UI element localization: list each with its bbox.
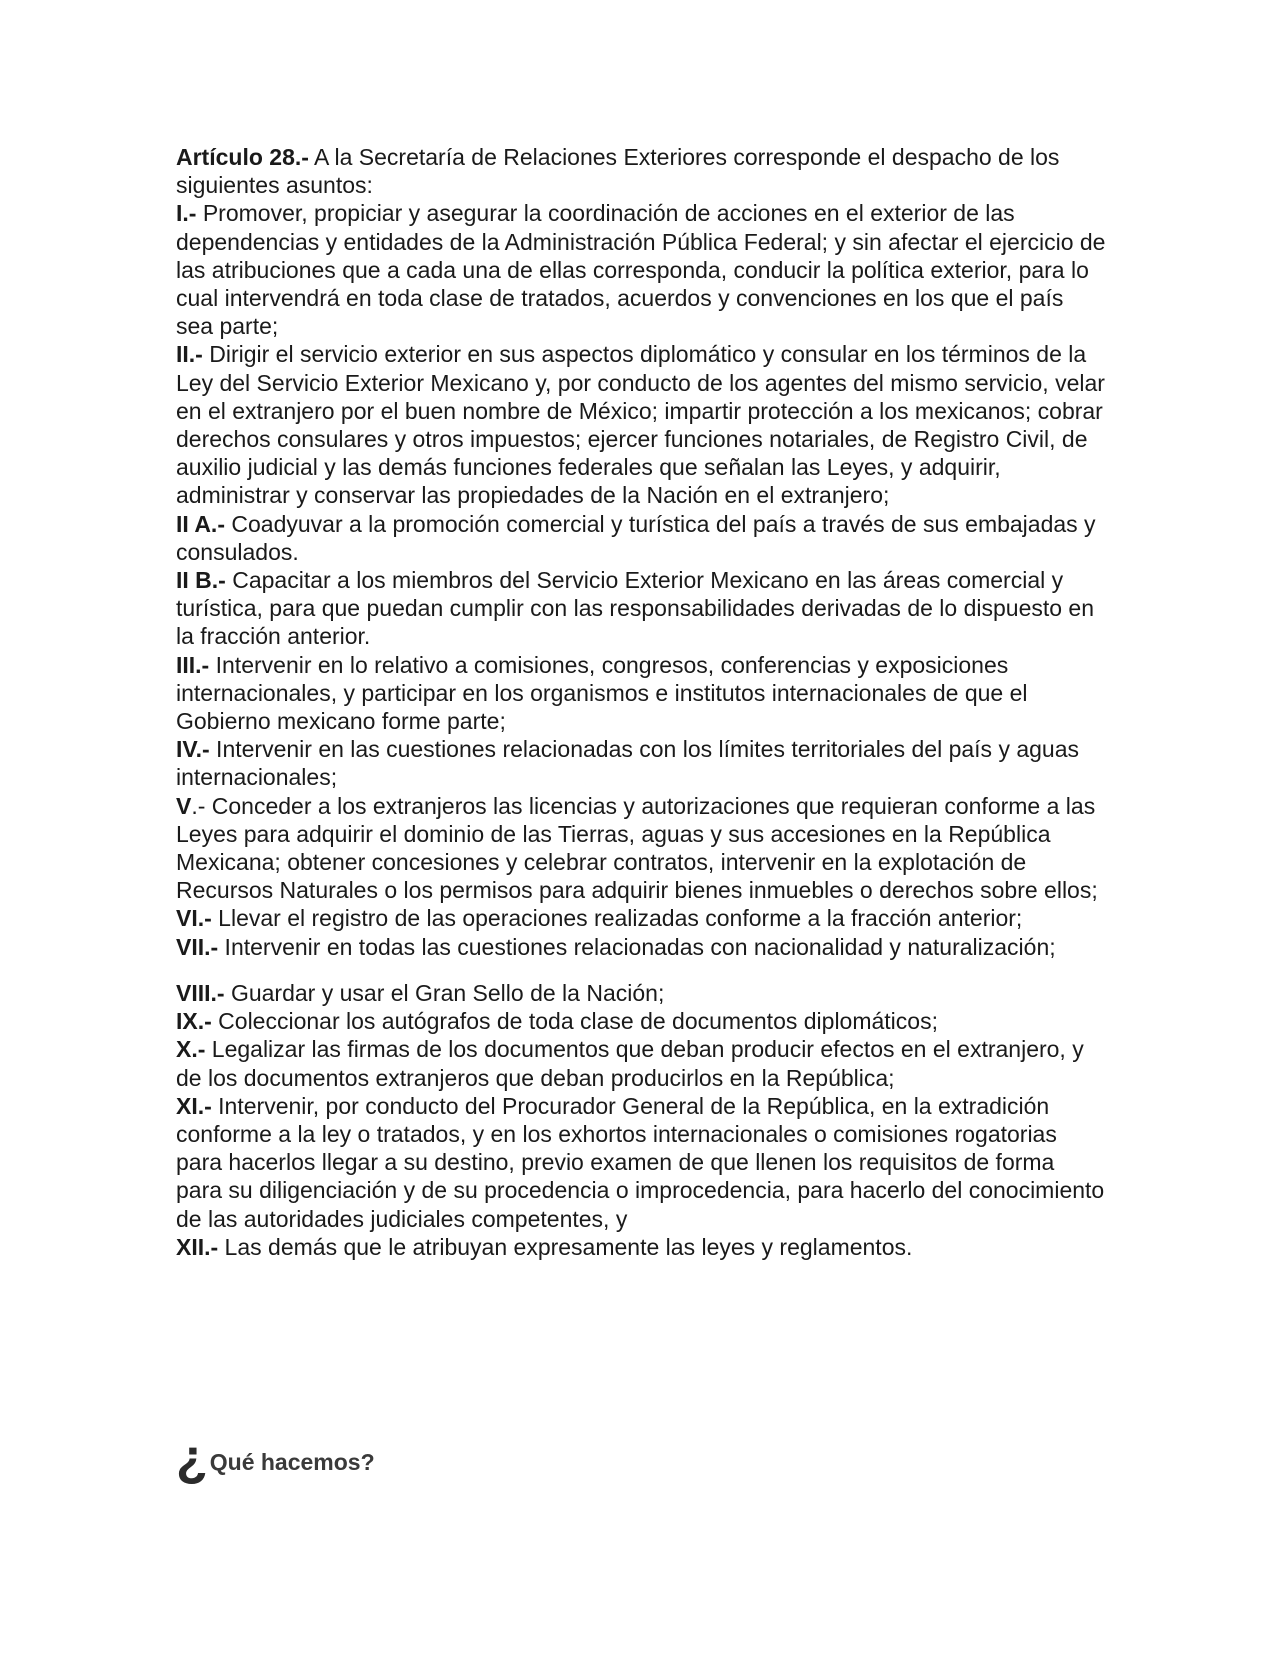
fraction-text: Intervenir en todas las cuestiones relacionadas con nacionalidad y naturalización;: [218, 933, 1056, 960]
fraction-x: [176, 1035, 1106, 1091]
fraction-text: Promover, propiciar y asegurar la coordinación de acciones en el exterior de las dependencias y entidades de la Administración Pública Federal; y sin afectar el ejercicio de las atribuciones que a cada una de ellas corresponda, conducir la política exterior, para lo cual intervendrá en toda clase de tratados, acuerdos y convenciones en los que el país sea parte;: [176, 200, 1106, 340]
fraction-text: Intervenir, por conducto del Procurador General de la República, en la extradición conforme a la ley o tratados, y en los exhortos internacionales o comisiones rogatorias para hacerlos llegar a su destino, previo examen de que llenen los requisitos de forma para su diligenciación y de su procedencia o improcedencia, para hacerlo del conocimiento de las autoridades judiciales competentes, y: [176, 1092, 1105, 1232]
fraction-xii: [176, 1233, 1106, 1261]
fraction-i: [176, 199, 1106, 340]
fraction-text: Capacitar a los miembros del Servicio Exterior Mexicano en las áreas comercial y turística, para que puedan cumplir con las responsabilidades derivadas de lo dispuesto en la fracción anterior.: [176, 567, 1095, 650]
section-heading: [176, 1426, 375, 1487]
fraction-label: II.-: [176, 341, 203, 368]
fraction-ii-b: [176, 566, 1106, 651]
article-intro: [176, 143, 1106, 199]
fraction-label: II A.-: [176, 510, 225, 537]
fraction-label: XII.-: [176, 1233, 219, 1260]
fraction-label: I.-: [176, 200, 197, 227]
fraction-text: Intervenir en lo relativo a comisiones, congresos, conferencias y exposiciones internacionales, y participar en los organismos e institutos internacionales de que el Gobierno mexicano forme parte;: [176, 651, 1028, 735]
fraction-ix: [176, 1007, 1106, 1035]
fraction-text: .- Conceder a los extranjeros las licencias y autorizaciones que requieran conforme a las Leyes para adquirir el dominio de las Tierras, aguas y sus accesiones en la República Mexicana; obtener concesiones y celebrar contratos, intervenir en la explotación de Recursos Naturales o los permisos para adquirir bienes inmuebles o derechos sobre ellos;: [176, 792, 1098, 904]
article-text: A la Secretaría de Relaciones Exteriores corresponde el despacho de los siguientes asuntos:: [176, 144, 1060, 199]
fraction-text: Las demás que le atribuyan expresamente las leyes y reglamentos.: [218, 1233, 913, 1260]
fraction-vii: [176, 933, 1106, 961]
fraction-iv: [176, 735, 1106, 791]
fraction-ii: [176, 340, 1106, 509]
fraction-label: III.-: [176, 651, 210, 678]
fraction-v: [176, 792, 1106, 905]
fraction-viii: [176, 979, 1106, 1007]
heading-text: Qué hacemos?: [209, 1449, 375, 1475]
fraction-vi: [176, 904, 1106, 932]
paragraph-gap: [176, 961, 1106, 979]
fraction-label: V: [176, 792, 192, 819]
fraction-text: Intervenir en las cuestiones relacionadas con los límites territoriales del país y aguas internacionales;: [176, 736, 1079, 791]
fraction-text: Llevar el registro de las operaciones realizadas conforme a la fracción anterior;: [211, 905, 1023, 932]
fraction-label: IV.-: [176, 736, 210, 763]
fraction-label: IX.-: [176, 1008, 212, 1035]
fraction-label: VI.-: [176, 905, 212, 932]
fraction-label: X.-: [176, 1036, 206, 1063]
fraction-xi: [176, 1092, 1106, 1233]
fraction-label: II B.-: [176, 567, 226, 594]
fraction-label: VIII.-: [176, 979, 225, 1006]
fraction-text: Dirigir el servicio exterior en sus aspectos diplomático y consular en los términos de la Ley del Servicio Exterior Mexicano y, por conducto de los agentes del mismo servicio, velar en el extranjero por el buen nombre de México; impartir protección a los mexicanos; cobrar derechos consulares y otros impuestos; ejercer funciones notariales, de Registro Civil, de auxilio judicial y las demás funciones federales que señalan las Leyes, y adquirir, administrar y conservar las propiedades de la Nación en el extranjero;: [176, 341, 1105, 509]
fraction-iii: [176, 651, 1106, 736]
fraction-text: Coleccionar los autógrafos de toda clase de documentos diplomáticos;: [211, 1008, 938, 1035]
fraction-label: VII.-: [176, 933, 219, 960]
question-mark-glyph: ¿: [176, 1429, 208, 1487]
article-label: Artículo 28.-: [176, 144, 309, 170]
fraction-text: Coadyuvar a la promoción comercial y turística del país a través de sus embajadas y consulados.: [176, 510, 1096, 565]
fraction-text: Guardar y usar el Gran Sello de la Nación;: [224, 979, 665, 1006]
fraction-ii-a: [176, 510, 1106, 566]
fraction-label: XI.-: [176, 1092, 212, 1119]
fraction-text: Legalizar las firmas de los documentos que deban producir efectos en el extranjero, y de los documentos extranjeros que deban producirlos en la República;: [176, 1036, 1084, 1091]
document-body: [176, 143, 1106, 1261]
